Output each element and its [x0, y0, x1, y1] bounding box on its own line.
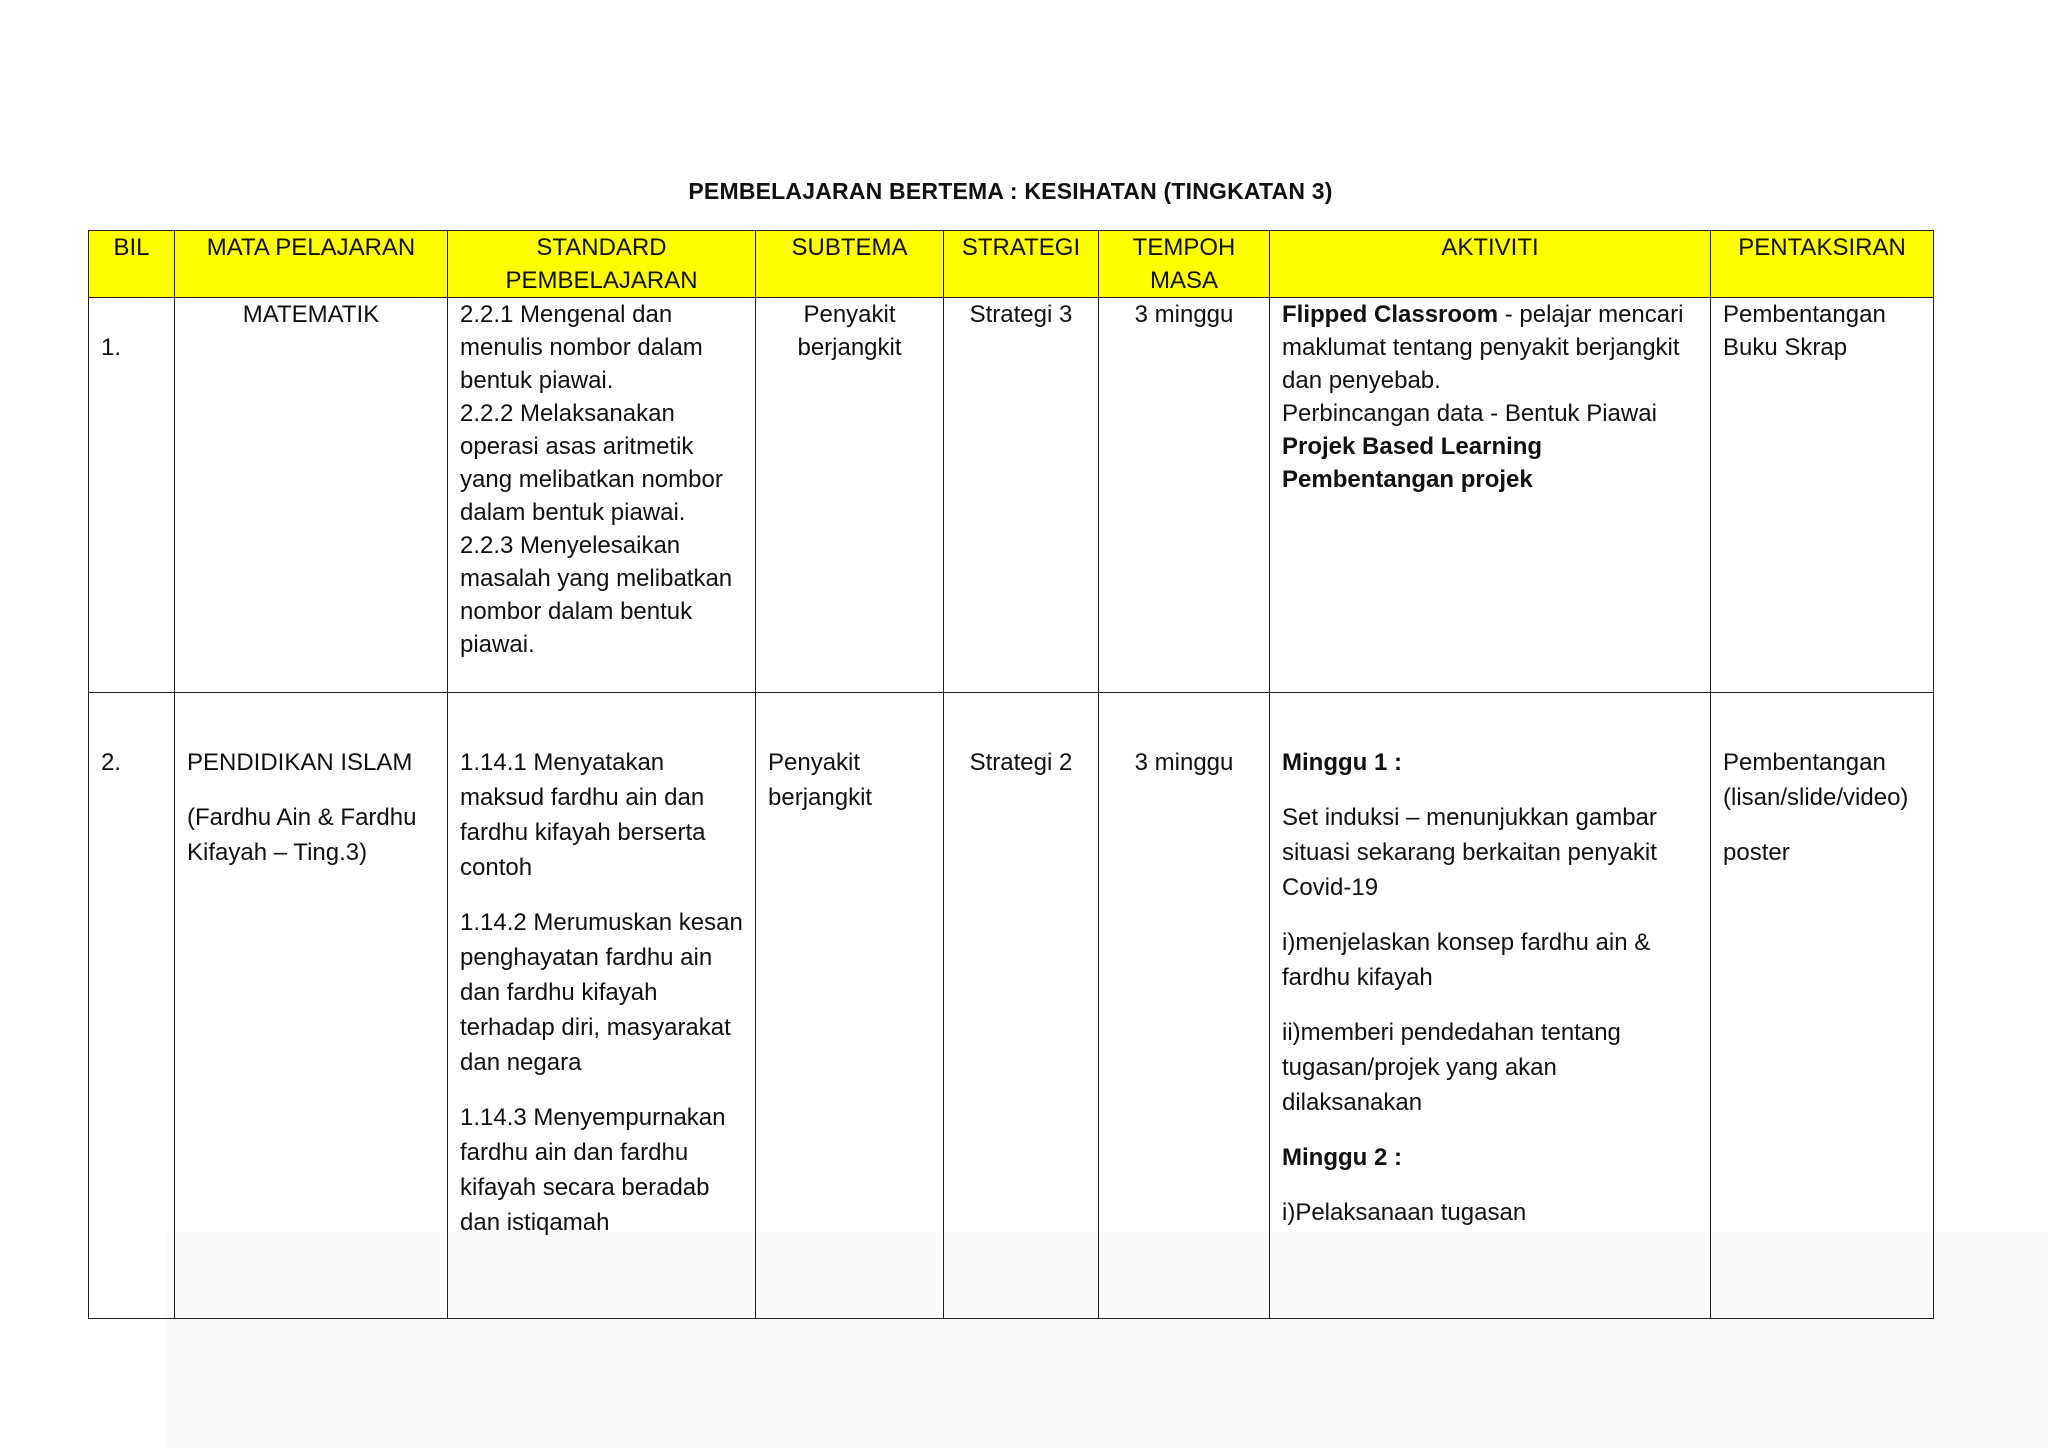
standard-item: 2.2.2 Melaksanakan operasi asas aritmetik yang melibatkan nombor dalam bentuk piawai.: [460, 400, 723, 526]
header-pentaksiran: PENTAKSIRAN: [1711, 231, 1934, 298]
cell-mata-pelajaran: [175, 693, 448, 1319]
cell-bil: 2.: [89, 693, 175, 1319]
standard-item: 1.14.3 Menyempurnakan fardhu ain dan fardhu kifayah secara beradab dan istiqamah: [460, 1104, 726, 1236]
cell-standard-pembelajaran: [448, 298, 756, 693]
cell-pentaksiran: Pembentangan Buku Skrap: [1711, 298, 1934, 693]
header-standard-pembelajaran: STANDARD PEMBELAJARAN: [448, 231, 756, 298]
cell-pentaksiran: [1711, 693, 1934, 1319]
assessment-item: poster: [1723, 839, 1790, 866]
header-tempoh-masa: TEMPOH MASA: [1099, 231, 1270, 298]
cell-aktiviti: [1270, 693, 1711, 1319]
table-row: [89, 298, 1934, 693]
cell-bil: 1.: [89, 298, 175, 693]
cell-strategi: Strategi 2: [944, 693, 1099, 1319]
cell-mata-pelajaran: MATEMATIK: [175, 298, 448, 693]
lesson-plan-table: [88, 230, 1934, 1319]
assessment-item: Pembentangan (lisan/slide/video): [1723, 749, 1909, 811]
header-aktiviti: AKTIVITI: [1270, 231, 1711, 298]
cell-subtema: Penyakit berjangkit: [756, 298, 944, 693]
standard-item: 1.14.2 Merumuskan kesan penghayatan fardhu ain dan fardhu kifayah terhadap diri, masyarakat dan negara: [460, 909, 743, 1076]
header-row: [89, 231, 1934, 298]
header-bil: BIL: [89, 231, 175, 298]
standard-item: 1.14.1 Menyatakan maksud fardhu ain dan fardhu kifayah berserta contoh: [460, 749, 706, 881]
activity-item: i)menjelaskan konsep fardhu ain & fardhu kifayah: [1282, 929, 1651, 991]
cell-standard-pembelajaran: [448, 693, 756, 1319]
standard-item: 2.2.3 Menyelesaikan masalah yang melibatkan nombor dalam bentuk piawai.: [460, 532, 733, 658]
document-title: PEMBELAJARAN BERTEMA : KESIHATAN (TINGKATAN 3): [688, 178, 1333, 204]
cell-aktiviti: [1270, 298, 1711, 693]
week2-label: Minggu 2 :: [1282, 1144, 1402, 1171]
activity-flipped-title: Flipped Classroom: [1282, 301, 1499, 328]
table-row: [89, 693, 1934, 1319]
subject-subtitle: (Fardhu Ain & Fardhu Kifayah – Ting.3): [187, 804, 417, 866]
activity-week2-heading: [1282, 1140, 1698, 1175]
header-strategi: STRATEGI: [944, 231, 1099, 298]
activity-perbincangan: Perbincangan data - Bentuk Piawai: [1282, 400, 1657, 427]
header-mata-pelajaran: MATA PELAJARAN: [175, 231, 448, 298]
activity-item: i)Pelaksanaan tugasan: [1282, 1199, 1527, 1226]
subject-name: PENDIDIKAN ISLAM: [187, 749, 413, 776]
cell-tempoh-masa: 3 minggu: [1099, 298, 1270, 693]
activity-week1-heading: [1282, 745, 1698, 780]
activity-flipped-desc: - pelajar mencari maklumat tentang penyakit berjangkit dan penyebab.: [1282, 301, 1684, 394]
week1-label: Minggu 1 :: [1282, 749, 1402, 776]
activity-pembentangan: Pembentangan projek: [1282, 466, 1533, 493]
cell-tempoh-masa: 3 minggu: [1099, 693, 1270, 1319]
cell-subtema: Penyakit berjangkit: [756, 693, 944, 1319]
activity-flipped: [1282, 298, 1698, 397]
standard-item: 2.2.1 Mengenal dan menulis nombor dalam bentuk piawai.: [460, 301, 703, 394]
cell-strategi: Strategi 3: [944, 298, 1099, 693]
activity-set-induksi: Set induksi – menunjukkan gambar situasi sekarang berkaitan penyakit Covid-19: [1282, 804, 1657, 901]
activity-projek-based: Projek Based Learning: [1282, 433, 1543, 460]
activity-item: ii)memberi pendedahan tentang tugasan/projek yang akan dilaksanakan: [1282, 1019, 1621, 1116]
header-subtema: SUBTEMA: [756, 231, 944, 298]
